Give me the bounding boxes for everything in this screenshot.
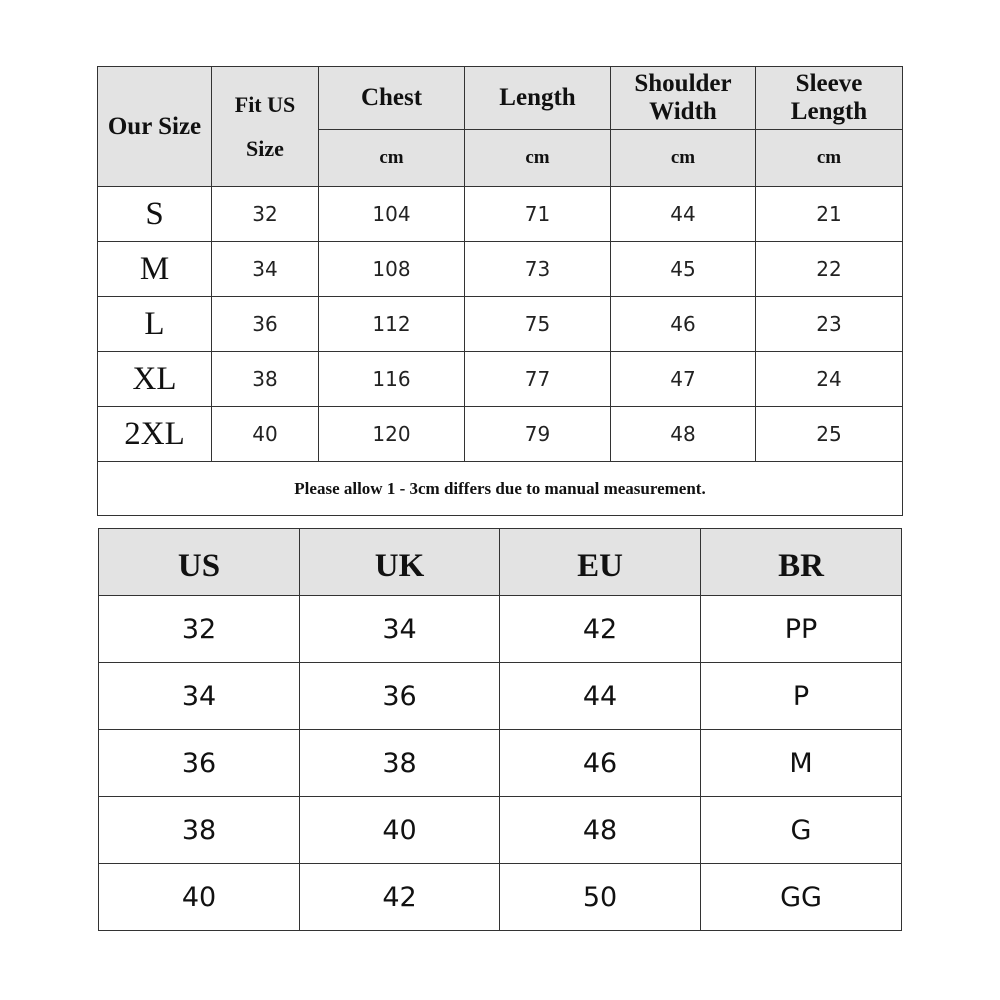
chest-value: 116: [319, 352, 465, 407]
size-label: L: [98, 297, 212, 352]
size-label: M: [98, 242, 212, 297]
sleeve-value: 23: [756, 297, 903, 352]
length-value: 77: [465, 352, 611, 407]
shoulder-value: 45: [611, 242, 756, 297]
chest-value: 112: [319, 297, 465, 352]
unit-sleeve: cm: [756, 130, 903, 187]
sleeve-value: 21: [756, 187, 903, 242]
table-row: [99, 596, 902, 663]
shoulder-value: 46: [611, 297, 756, 352]
fit-us-value: 40: [212, 407, 319, 462]
length-value: 79: [465, 407, 611, 462]
header-our-size: Our Size: [98, 67, 212, 187]
header-fit-us-line1: Fit US: [234, 91, 296, 117]
fit-us-value: 38: [212, 352, 319, 407]
table-row: [98, 407, 903, 462]
unit-chest: cm: [319, 130, 465, 187]
sleeve-value: 25: [756, 407, 903, 462]
table-row: [99, 663, 902, 730]
eu-value: 46: [500, 730, 701, 797]
fit-us-value: 36: [212, 297, 319, 352]
fit-us-value: 34: [212, 242, 319, 297]
length-value: 75: [465, 297, 611, 352]
header-eu: EU: [500, 529, 701, 596]
header-fit-us-line2: Size: [246, 135, 284, 161]
eu-value: 44: [500, 663, 701, 730]
eu-value: 42: [500, 596, 701, 663]
size-label: 2XL: [98, 407, 212, 462]
sleeve-value: 22: [756, 242, 903, 297]
table-row: [99, 864, 902, 931]
uk-value: 42: [300, 864, 500, 931]
uk-value: 36: [300, 663, 500, 730]
br-value: P: [701, 663, 902, 730]
chest-value: 120: [319, 407, 465, 462]
shoulder-value: 48: [611, 407, 756, 462]
header-shoulder-width: [611, 67, 756, 130]
chest-value: 104: [319, 187, 465, 242]
br-value: GG: [701, 864, 902, 931]
table-row: [98, 242, 903, 297]
us-value: 32: [99, 596, 300, 663]
table-row: [98, 297, 903, 352]
us-value: 38: [99, 797, 300, 864]
size-chart-table: [97, 66, 903, 516]
us-value: 40: [99, 864, 300, 931]
length-value: 73: [465, 242, 611, 297]
header-sleeve-line1: Sleeve: [795, 70, 863, 97]
table-row: [99, 797, 902, 864]
header-shoulder-line1: Shoulder: [634, 70, 732, 97]
header-chest: Chest: [319, 67, 465, 130]
uk-value: 38: [300, 730, 500, 797]
uk-value: 40: [300, 797, 500, 864]
size-label: S: [98, 187, 212, 242]
header-fit-us-size: [212, 67, 319, 187]
eu-value: 48: [500, 797, 701, 864]
header-shoulder-line2: Width: [649, 98, 717, 125]
size-conversion-table: [98, 528, 902, 931]
us-value: 36: [99, 730, 300, 797]
header-length: Length: [465, 67, 611, 130]
unit-length: cm: [465, 130, 611, 187]
header-us: US: [99, 529, 300, 596]
sleeve-value: 24: [756, 352, 903, 407]
shoulder-value: 47: [611, 352, 756, 407]
br-value: PP: [701, 596, 902, 663]
fit-us-value: 32: [212, 187, 319, 242]
table-row: [98, 352, 903, 407]
length-value: 71: [465, 187, 611, 242]
header-sleeve-line2: Length: [790, 98, 868, 125]
uk-value: 34: [300, 596, 500, 663]
header-sleeve-length: [756, 67, 903, 130]
chest-value: 108: [319, 242, 465, 297]
br-value: M: [701, 730, 902, 797]
measurement-note: Please allow 1 - 3cm differs due to manual measurement.: [98, 462, 903, 516]
eu-value: 50: [500, 864, 701, 931]
header-br: BR: [701, 529, 902, 596]
header-uk: UK: [300, 529, 500, 596]
unit-shoulder: cm: [611, 130, 756, 187]
table-row: [99, 730, 902, 797]
us-value: 34: [99, 663, 300, 730]
table-row: [98, 187, 903, 242]
size-label: XL: [98, 352, 212, 407]
br-value: G: [701, 797, 902, 864]
shoulder-value: 44: [611, 187, 756, 242]
